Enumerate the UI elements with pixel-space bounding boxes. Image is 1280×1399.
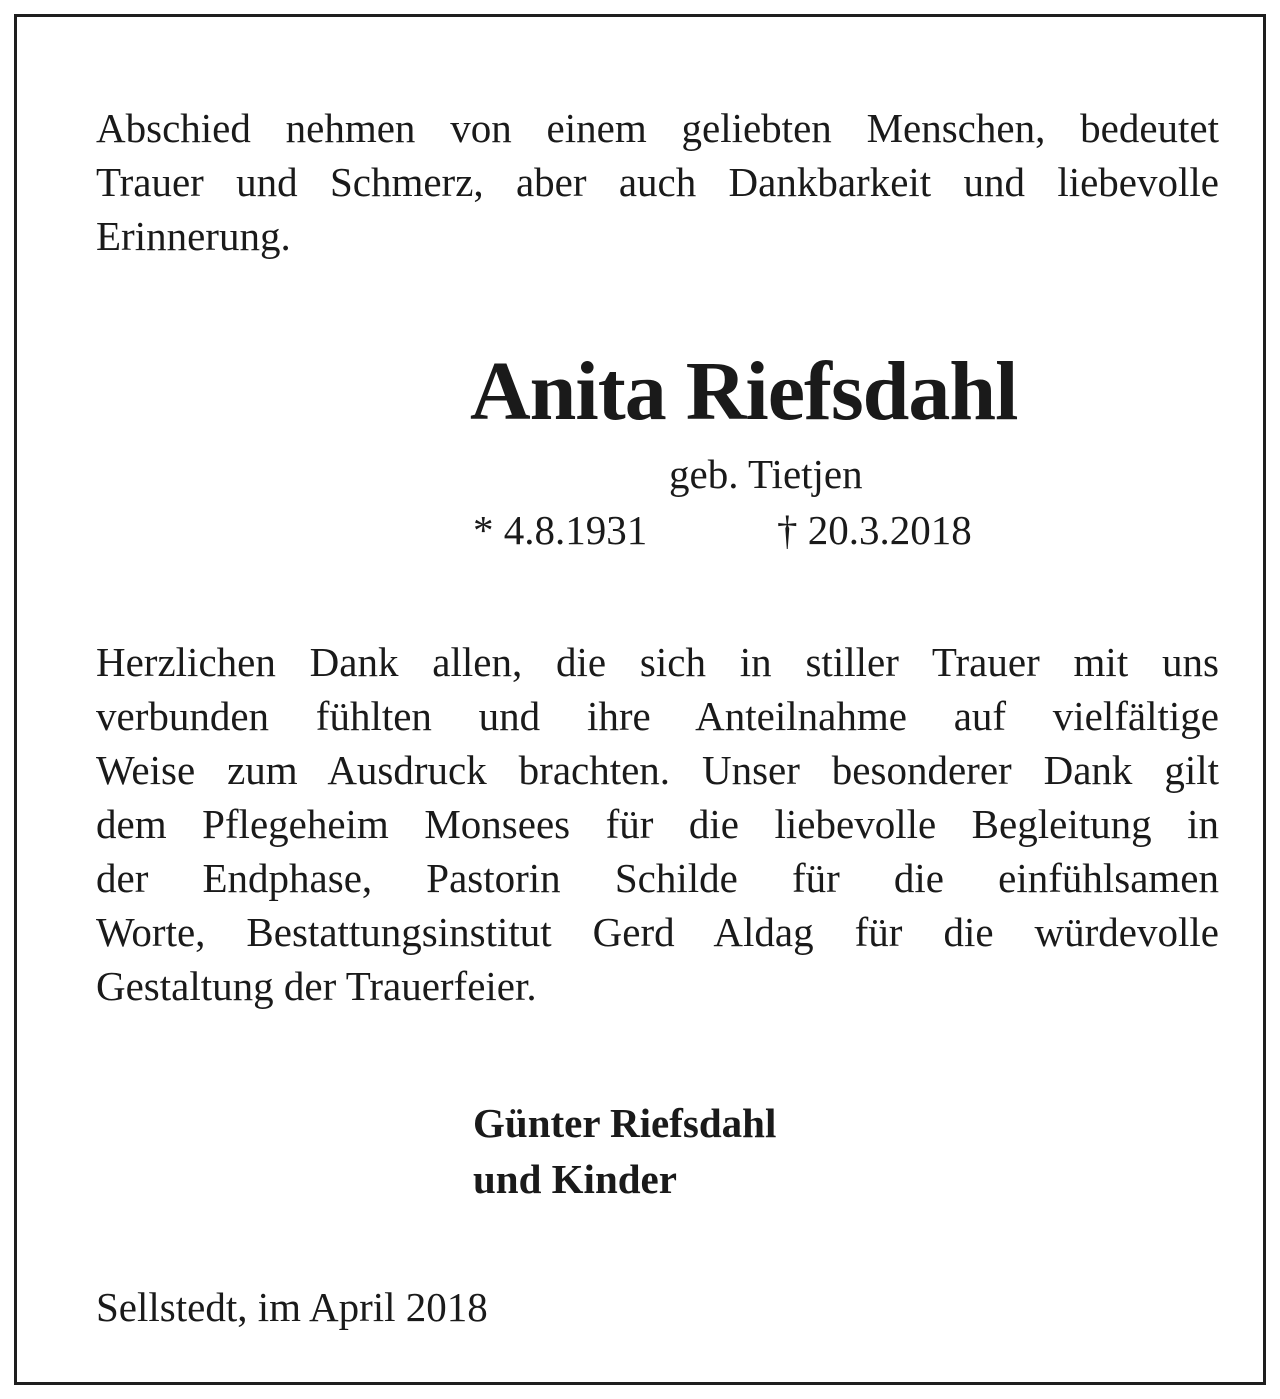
intro-line: Trauer und Schmerz, aber auch Dankbarkeit und liebevolle [96, 159, 1219, 205]
signature-line: und Kinder [473, 1156, 677, 1202]
thanks-line: verbunden fühlten und ihre Anteilnahme auf vielfältige [96, 693, 1219, 739]
maiden-name: geb. Tietjen [669, 451, 863, 497]
intro-line: Abschied nehmen von einem geliebten Menschen, bedeutet [96, 105, 1219, 151]
thanks-line: dem Pflegeheim Monsees für die liebevolle Begleitung in [96, 801, 1219, 847]
birth-date: * 4.8.1931 [473, 507, 648, 553]
thanks-line: Gestaltung der Trauerfeier. [96, 963, 537, 1009]
place-and-date: Sellstedt, im April 2018 [96, 1284, 488, 1330]
signature-line: Günter Riefsdahl [473, 1100, 777, 1146]
thanks-line: der Endphase, Pastorin Schilde für die einfühlsamen [96, 855, 1219, 901]
deceased-name: Anita Riefsdahl [470, 345, 1018, 438]
intro-paragraph [96, 101, 1219, 263]
thanks-paragraph [96, 635, 1219, 1013]
intro-line: Erinnerung. [96, 213, 291, 259]
death-date: † 20.3.2018 [777, 507, 972, 553]
thanks-line: Worte, Bestattungsinstitut Gerd Aldag für die würdevolle [96, 909, 1219, 955]
thanks-line: Weise zum Ausdruck brachten. Unser besonderer Dank gilt [96, 747, 1219, 793]
obituary-frame [14, 14, 1266, 1385]
signature [473, 1095, 776, 1207]
thanks-line: Herzlichen Dank allen, die sich in stiller Trauer mit uns [96, 639, 1219, 685]
